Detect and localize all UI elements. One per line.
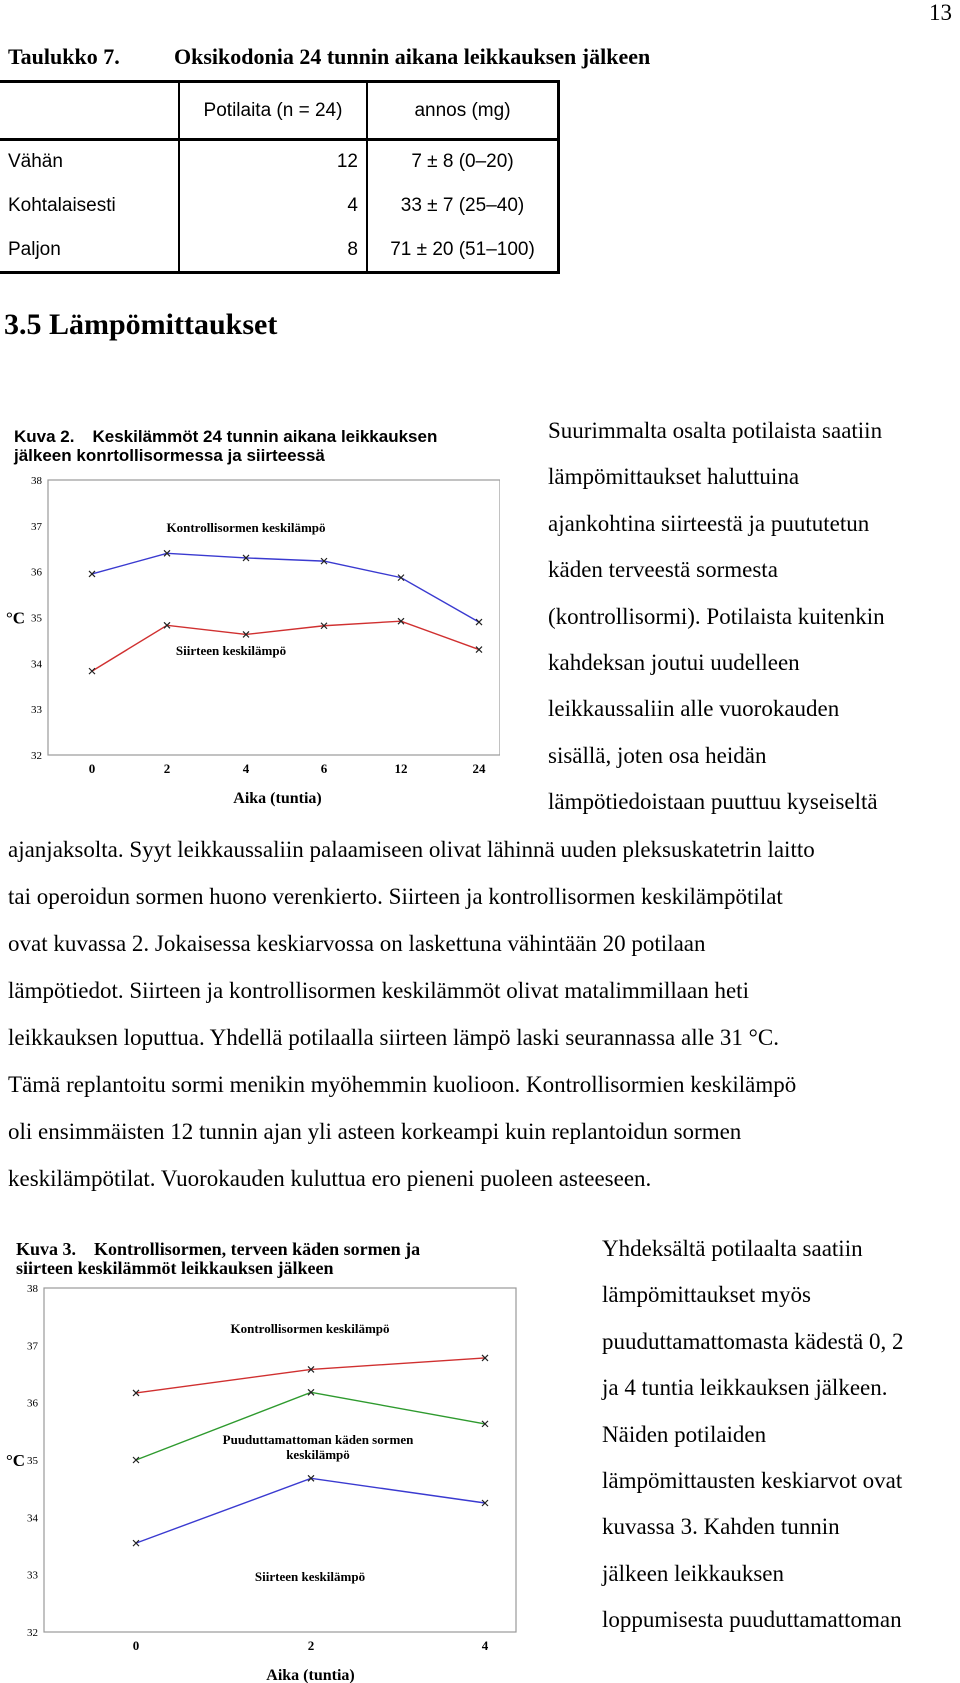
chart-annotation: Siirteen keskilämpö (254, 1569, 366, 1584)
y-unit-label: °C (6, 608, 26, 628)
y-tick-label: 36 (27, 1397, 38, 1410)
body-paragraph (8, 826, 958, 1202)
y-tick-label: 36 (31, 566, 42, 579)
y-tick-label: 33 (27, 1569, 38, 1582)
text-line: sisällä, joten osa heidän (548, 742, 767, 768)
table-header-cell: Potilaita (n = 24) (179, 82, 367, 140)
table-cell: 7 ± 8 (0–20) (367, 140, 559, 184)
figure2-chart (0, 455, 500, 815)
oxycodone-table (0, 80, 560, 274)
chart-annotation: Kontrollisormen keskilämpö (166, 520, 326, 535)
text-line: Suurimmalta osalta potilaista saatiin (548, 418, 883, 443)
table-caption-label: Taulukko 7. (8, 44, 120, 69)
y-tick-label: 32 (27, 1627, 38, 1639)
text-line: loppumisesta puuduttamattoman (602, 1607, 902, 1633)
text-line: Näiden potilaiden (602, 1421, 767, 1447)
text-line: lämpömittaukset myös (602, 1282, 811, 1308)
table-row (0, 140, 559, 184)
text-line: ajanjaksolta. Syyt leikkaussaliin palaamiseen olivat lähinnä uuden pleksuskatetrin laitto (8, 837, 815, 862)
data-point (133, 1540, 139, 1546)
y-tick-label: 32 (31, 750, 42, 762)
text-line: kahdeksan joutui uudelleen (548, 650, 800, 676)
figure3-label: Kuva 3. (16, 1239, 77, 1259)
text-line: lämpömittaukset haluttuina (548, 464, 800, 490)
y-tick-label: 37 (27, 1340, 38, 1353)
chart-annotation: keskilämpö (286, 1447, 350, 1462)
data-point (476, 619, 482, 625)
text-line: kuvassa 3. Kahden tunnin (602, 1514, 840, 1540)
table-cell: 71 ± 20 (51–100) (367, 228, 559, 272)
text-line: ajankohtina siirteestä ja puututetun (548, 510, 870, 536)
table-cell: Paljon (0, 228, 179, 272)
text-line: Yhdeksältä potilaalta saatiin (602, 1236, 863, 1261)
x-tick-label: 12 (394, 761, 408, 776)
series-line (136, 1478, 485, 1543)
text-line: tai operoidun sormen huono verenkierto. Siirteen ja kontrollisormen keskilämpötilat (8, 884, 783, 909)
y-tick-label: 34 (31, 658, 42, 671)
text-line: (kontrollisormi). Potilaista kuitenkin (548, 603, 885, 629)
y-tick-label: 35 (31, 612, 42, 625)
series-line (136, 1358, 485, 1393)
x-tick-label: 2 (307, 1638, 315, 1653)
text-line: lämpömittausten keskiarvot ovat (602, 1468, 903, 1494)
x-tick-label: 0 (88, 761, 96, 776)
figure3-title-line2: siirteen keskilämmöt leikkauksen jälkeen (16, 1258, 334, 1278)
table-cell: Vähän (0, 140, 179, 184)
text-line: oli ensimmäisten 12 tunnin ajan yli asteen korkeampi kuin replantoidun sormen (8, 1119, 742, 1144)
y-tick-label: 38 (31, 475, 42, 487)
figure2-side-text (548, 408, 885, 826)
table-header-cell: annos (mg) (367, 82, 559, 140)
figure2-label: Kuva 2. (14, 427, 75, 446)
section-heading: 3.5 Lämpömittaukset (4, 308, 278, 341)
chart-annotation: Puuduttamattoman käden sormen (222, 1432, 414, 1447)
text-line: käden terveestä sormesta (548, 557, 778, 583)
y-tick-label: 38 (27, 1283, 38, 1295)
data-point (476, 647, 482, 653)
page-number: 13 (929, 0, 952, 25)
figure3-side-text (602, 1226, 903, 1644)
x-tick-label: 4 (242, 761, 250, 776)
text-line: ovat kuvassa 2. Jokaisessa keskiarvossa on laskettuna vähintään 20 potilaan (8, 931, 706, 956)
y-tick-label: 33 (31, 704, 42, 717)
figure2-title-line1: Keskilämmöt 24 tunnin aikana leikkauksen (92, 427, 438, 446)
text-line: lämpötiedot. Siirteen ja kontrollisormen keskilämmöt olivat matalimmillaan heti (8, 978, 749, 1003)
table-caption (8, 44, 650, 70)
y-tick-label: 35 (27, 1455, 38, 1467)
text-line: ja 4 tuntia leikkauksen jälkeen. (602, 1375, 888, 1401)
text-line: leikkaussaliin alle vuorokauden (548, 696, 840, 722)
chart-annotation: Kontrollisormen keskilämpö (230, 1321, 390, 1336)
x-tick-label: 4 (481, 1638, 489, 1653)
table-row (0, 184, 559, 228)
y-tick-label: 37 (31, 520, 42, 533)
text-line: puuduttamattomasta kädestä 0, 2 (602, 1328, 904, 1354)
y-unit-label: °C (6, 1451, 26, 1470)
text-line: Tämä replantoitu sormi menikin myöhemmin kuolioon. Kontrollisormien keskilämpö (8, 1072, 797, 1097)
x-axis-label: Aika (tuntia) (266, 1667, 355, 1683)
y-tick-label: 34 (27, 1512, 38, 1525)
data-point (133, 1457, 139, 1463)
text-line: keskilämpötilat. Vuorokauden kuluttua ero pieneni puoleen asteeseen. (8, 1166, 652, 1191)
figure3-chart (0, 1270, 520, 1683)
data-point (89, 668, 95, 674)
series-line (92, 553, 479, 622)
x-tick-label: 6 (320, 761, 328, 776)
table-cell: 12 (179, 140, 367, 184)
table-cell: 4 (179, 184, 367, 228)
table-header-cell (0, 82, 179, 140)
text-line: lämpötiedoistaan puuttuu kyseiseltä (548, 789, 878, 815)
table-cell: 33 ± 7 (25–40) (367, 184, 559, 228)
chart-annotation: Siirteen keskilämpö (175, 643, 287, 658)
table-header-row (0, 82, 559, 140)
x-tick-label: 0 (132, 1638, 140, 1653)
x-axis-label: Aika (tuntia) (233, 790, 322, 807)
table-row (0, 228, 559, 272)
x-tick-label: 2 (163, 761, 171, 776)
text-line: jälkeen leikkauksen (602, 1560, 785, 1586)
figure3-title-line1: Kontrollisormen, terveen käden sormen ja (94, 1239, 421, 1259)
table-caption-title: Oksikodonia 24 tunnin aikana leikkauksen jälkeen (174, 44, 651, 69)
table-cell: Kohtalaisesti (0, 184, 179, 228)
table-cell: 8 (179, 228, 367, 272)
figure2-title-line2: jälkeen konrtollisormessa ja siirteessä (14, 446, 325, 465)
text-line: leikkauksen loputtua. Yhdellä potilaalla siirteen lämpö laski seurannassa alle 31 °C. (8, 1025, 779, 1050)
x-tick-label: 24 (472, 761, 486, 776)
